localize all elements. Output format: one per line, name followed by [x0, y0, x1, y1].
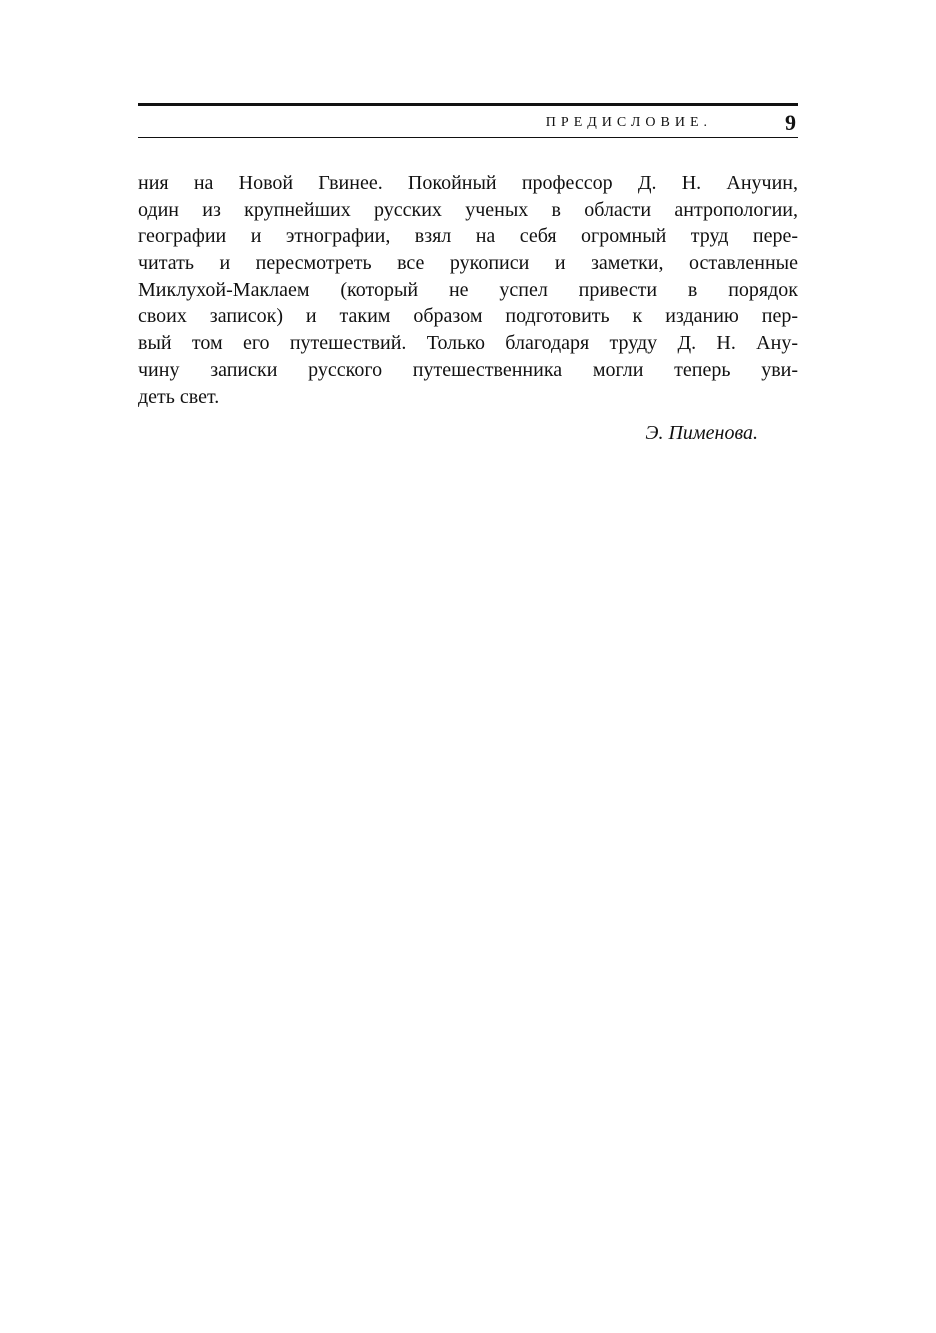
text-line: своих записок) и таким образом подготовить к изданию пер-	[138, 305, 798, 328]
text-line: читать и пересмотреть все рукописи и заметки, оставленные	[138, 252, 798, 275]
author-signature: Э. Пименова.	[645, 422, 758, 444]
page-number: 9	[785, 110, 796, 135]
text-line: Миклухой-Маклаем (который не успел привести в порядок	[138, 278, 798, 301]
text-line: вый том его путешествий. Только благодаря труду Д. Н. Ану-	[138, 332, 798, 355]
text-line: один из крупнейших русских ученых в области антропологии,	[138, 198, 798, 221]
running-title: ПРЕДИСЛОВИЕ.	[545, 115, 712, 130]
text-line: чину записки русского путешественника могли теперь уви-	[138, 358, 798, 381]
body-paragraph	[138, 170, 798, 410]
header-bottom-rule	[138, 137, 798, 138]
text-line: географии и этнографии, взял на себя огромный труд пере-	[138, 225, 798, 248]
text-line: ния на Новой Гвинее. Покойный профессор Д. Н. Анучин,	[138, 172, 798, 194]
header-top-rule	[138, 103, 798, 106]
text-line: деть свет.	[138, 385, 220, 408]
running-header	[138, 110, 798, 138]
